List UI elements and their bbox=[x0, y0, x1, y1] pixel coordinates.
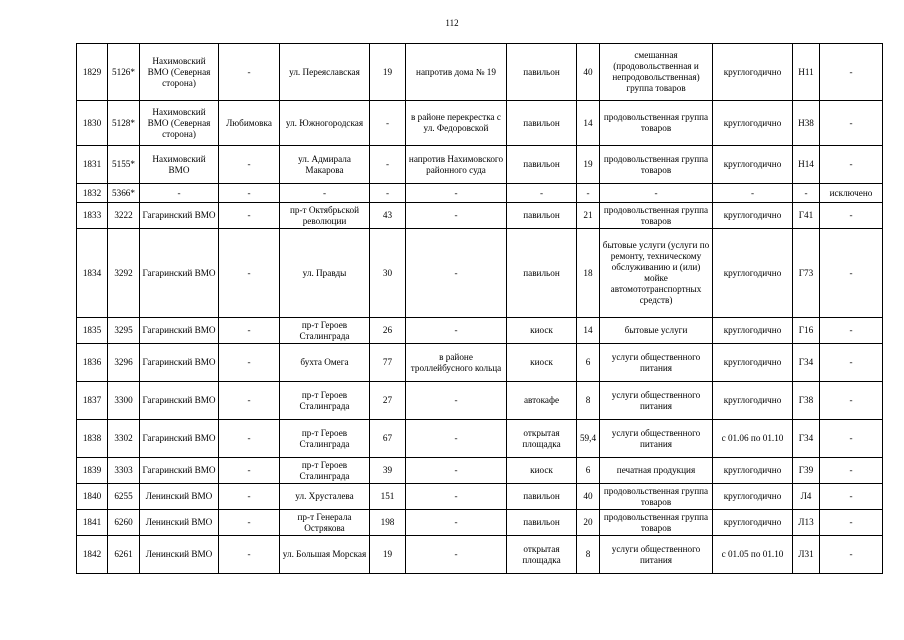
cell-district: Гагаринский ВМО bbox=[140, 420, 219, 458]
cell-code: 3296 bbox=[108, 344, 140, 382]
cell-period: круглогодично bbox=[713, 510, 793, 536]
cell-type: павильон bbox=[507, 44, 577, 101]
cell-type: киоск bbox=[507, 458, 577, 484]
cell-locality: - bbox=[219, 420, 280, 458]
cell-street: бухта Омега bbox=[280, 344, 370, 382]
cell-scheme: Л4 bbox=[793, 484, 820, 510]
cell-period: круглогодично bbox=[713, 203, 793, 229]
cell-district: Ленинский ВМО bbox=[140, 484, 219, 510]
cell-landmark: - bbox=[406, 203, 507, 229]
cell-type: павильон bbox=[507, 146, 577, 184]
cell-locality: - bbox=[219, 484, 280, 510]
cell-locality: Любимовка bbox=[219, 101, 280, 146]
cell-no: 1830 bbox=[77, 101, 108, 146]
cell-code: 3222 bbox=[108, 203, 140, 229]
cell-locality: - bbox=[219, 510, 280, 536]
cell-specialization: услуги общественного питания bbox=[600, 420, 713, 458]
cell-district: Гагаринский ВМО bbox=[140, 382, 219, 420]
cell-note: - bbox=[820, 420, 883, 458]
cell-code: 5126* bbox=[108, 44, 140, 101]
cell-district: Гагаринский ВМО bbox=[140, 458, 219, 484]
cell-street: - bbox=[280, 184, 370, 203]
cell-no: 1834 bbox=[77, 229, 108, 318]
cell-locality: - bbox=[219, 203, 280, 229]
cell-landmark: - bbox=[406, 382, 507, 420]
cell-specialization: - bbox=[600, 184, 713, 203]
cell-street: пр-т Героев Сталинграда bbox=[280, 318, 370, 344]
cell-locality: - bbox=[219, 146, 280, 184]
cell-type: павильон bbox=[507, 203, 577, 229]
cell-scheme: Г16 bbox=[793, 318, 820, 344]
cell-no: 1833 bbox=[77, 203, 108, 229]
table-body bbox=[77, 44, 883, 574]
cell-type: павильон bbox=[507, 229, 577, 318]
cell-type: павильон bbox=[507, 510, 577, 536]
table-row bbox=[77, 146, 883, 184]
cell-district: Нахимовский ВМО (Северная сторона) bbox=[140, 101, 219, 146]
cell-district: - bbox=[140, 184, 219, 203]
cell-area: 18 bbox=[577, 229, 600, 318]
cell-specialization: услуги общественного питания bbox=[600, 344, 713, 382]
cell-note: исключено bbox=[820, 184, 883, 203]
cell-note: - bbox=[820, 344, 883, 382]
cell-street: пр-т Октябрьской революции bbox=[280, 203, 370, 229]
cell-locality: - bbox=[219, 382, 280, 420]
cell-house: 19 bbox=[370, 536, 406, 574]
cell-no: 1831 bbox=[77, 146, 108, 184]
cell-locality: - bbox=[219, 184, 280, 203]
cell-specialization: продовольственная группа товаров bbox=[600, 484, 713, 510]
cell-period: круглогодично bbox=[713, 229, 793, 318]
cell-landmark: - bbox=[406, 229, 507, 318]
cell-area: 40 bbox=[577, 44, 600, 101]
cell-landmark: - bbox=[406, 184, 507, 203]
cell-code: 6261 bbox=[108, 536, 140, 574]
cell-scheme: - bbox=[793, 184, 820, 203]
table-row bbox=[77, 44, 883, 101]
cell-specialization: продовольственная группа товаров bbox=[600, 203, 713, 229]
cell-locality: - bbox=[219, 229, 280, 318]
table-row bbox=[77, 184, 883, 203]
cell-note: - bbox=[820, 203, 883, 229]
cell-locality: - bbox=[219, 318, 280, 344]
cell-no: 1836 bbox=[77, 344, 108, 382]
cell-house: 39 bbox=[370, 458, 406, 484]
cell-specialization: услуги общественного питания bbox=[600, 382, 713, 420]
cell-area: 19 bbox=[577, 146, 600, 184]
cell-period: круглогодично bbox=[713, 146, 793, 184]
cell-period: круглогодично bbox=[713, 484, 793, 510]
cell-district: Гагаринский ВМО bbox=[140, 344, 219, 382]
cell-house: 30 bbox=[370, 229, 406, 318]
cell-house: 27 bbox=[370, 382, 406, 420]
cell-period: с 01.05 по 01.10 bbox=[713, 536, 793, 574]
cell-area: 21 bbox=[577, 203, 600, 229]
cell-scheme: Л13 bbox=[793, 510, 820, 536]
cell-area: 14 bbox=[577, 318, 600, 344]
cell-specialization: продовольственная группа товаров bbox=[600, 101, 713, 146]
cell-specialization: бытовые услуги (услуги по ремонту, техническому обслуживанию и (или) мойке автомототранспортных средств) bbox=[600, 229, 713, 318]
cell-code: 3292 bbox=[108, 229, 140, 318]
table-row bbox=[77, 510, 883, 536]
cell-scheme: Г34 bbox=[793, 420, 820, 458]
cell-specialization: бытовые услуги bbox=[600, 318, 713, 344]
cell-no: 1829 bbox=[77, 44, 108, 101]
cell-area: 59,4 bbox=[577, 420, 600, 458]
table-row bbox=[77, 458, 883, 484]
cell-street: ул. Большая Морская bbox=[280, 536, 370, 574]
cell-landmark: - bbox=[406, 536, 507, 574]
table-row bbox=[77, 536, 883, 574]
cell-locality: - bbox=[219, 344, 280, 382]
cell-note: - bbox=[820, 44, 883, 101]
cell-note: - bbox=[820, 318, 883, 344]
cell-district: Ленинский ВМО bbox=[140, 536, 219, 574]
cell-house: 19 bbox=[370, 44, 406, 101]
cell-code: 5128* bbox=[108, 101, 140, 146]
cell-house: - bbox=[370, 101, 406, 146]
registry-table bbox=[76, 43, 883, 574]
cell-code: 6260 bbox=[108, 510, 140, 536]
cell-landmark: напротив Нахимовского районного суда bbox=[406, 146, 507, 184]
cell-locality: - bbox=[219, 536, 280, 574]
cell-landmark: напротив дома № 19 bbox=[406, 44, 507, 101]
table-row bbox=[77, 484, 883, 510]
cell-no: 1841 bbox=[77, 510, 108, 536]
cell-area: 40 bbox=[577, 484, 600, 510]
cell-note: - bbox=[820, 510, 883, 536]
cell-district: Ленинский ВМО bbox=[140, 510, 219, 536]
cell-code: 3295 bbox=[108, 318, 140, 344]
cell-no: 1838 bbox=[77, 420, 108, 458]
cell-no: 1840 bbox=[77, 484, 108, 510]
cell-scheme: Н11 bbox=[793, 44, 820, 101]
cell-type: открытая площадка bbox=[507, 536, 577, 574]
cell-landmark: - bbox=[406, 420, 507, 458]
table-row bbox=[77, 229, 883, 318]
cell-type: киоск bbox=[507, 344, 577, 382]
cell-note: - bbox=[820, 536, 883, 574]
cell-specialization: смешанная (продовольственная и непродовольственная) группа товаров bbox=[600, 44, 713, 101]
cell-scheme: Л31 bbox=[793, 536, 820, 574]
cell-period: круглогодично bbox=[713, 344, 793, 382]
cell-code: 5155* bbox=[108, 146, 140, 184]
cell-house: 43 bbox=[370, 203, 406, 229]
cell-area: - bbox=[577, 184, 600, 203]
table-row bbox=[77, 203, 883, 229]
table-row bbox=[77, 344, 883, 382]
cell-landmark: - bbox=[406, 484, 507, 510]
cell-area: 6 bbox=[577, 344, 600, 382]
cell-area: 6 bbox=[577, 458, 600, 484]
cell-area: 8 bbox=[577, 536, 600, 574]
cell-note: - bbox=[820, 229, 883, 318]
cell-scheme: Г73 bbox=[793, 229, 820, 318]
cell-scheme: Г41 bbox=[793, 203, 820, 229]
cell-street: пр-т Героев Сталинграда bbox=[280, 420, 370, 458]
cell-no: 1842 bbox=[77, 536, 108, 574]
cell-scheme: Н38 bbox=[793, 101, 820, 146]
cell-type: павильон bbox=[507, 101, 577, 146]
cell-period: круглогодично bbox=[713, 318, 793, 344]
cell-note: - bbox=[820, 458, 883, 484]
cell-note: - bbox=[820, 146, 883, 184]
cell-street: ул. Правды bbox=[280, 229, 370, 318]
cell-area: 8 bbox=[577, 382, 600, 420]
cell-scheme: Г38 bbox=[793, 382, 820, 420]
cell-house: 26 bbox=[370, 318, 406, 344]
cell-no: 1837 bbox=[77, 382, 108, 420]
cell-specialization: услуги общественного питания bbox=[600, 536, 713, 574]
cell-scheme: Н14 bbox=[793, 146, 820, 184]
cell-scheme: Г39 bbox=[793, 458, 820, 484]
cell-scheme: Г34 bbox=[793, 344, 820, 382]
cell-landmark: - bbox=[406, 458, 507, 484]
cell-district: Гагаринский ВМО bbox=[140, 229, 219, 318]
cell-street: пр-т Героев Сталинграда bbox=[280, 458, 370, 484]
cell-house: 67 bbox=[370, 420, 406, 458]
cell-note: - bbox=[820, 382, 883, 420]
cell-period: - bbox=[713, 184, 793, 203]
cell-no: 1832 bbox=[77, 184, 108, 203]
cell-district: Гагаринский ВМО bbox=[140, 203, 219, 229]
cell-street: ул. Хрусталева bbox=[280, 484, 370, 510]
cell-street: ул. Южногородская bbox=[280, 101, 370, 146]
cell-street: пр-т Героев Сталинграда bbox=[280, 382, 370, 420]
cell-house: - bbox=[370, 184, 406, 203]
cell-code: 3302 bbox=[108, 420, 140, 458]
cell-street: ул. Переяславская bbox=[280, 44, 370, 101]
cell-note: - bbox=[820, 484, 883, 510]
cell-code: 5366* bbox=[108, 184, 140, 203]
cell-no: 1835 bbox=[77, 318, 108, 344]
table-row bbox=[77, 318, 883, 344]
cell-code: 3300 bbox=[108, 382, 140, 420]
cell-no: 1839 bbox=[77, 458, 108, 484]
cell-code: 3303 bbox=[108, 458, 140, 484]
cell-period: круглогодично bbox=[713, 382, 793, 420]
cell-type: открытая площадка bbox=[507, 420, 577, 458]
cell-street: пр-т Генерала Острякова bbox=[280, 510, 370, 536]
cell-street: ул. Адмирала Макарова bbox=[280, 146, 370, 184]
cell-house: 198 bbox=[370, 510, 406, 536]
cell-type: киоск bbox=[507, 318, 577, 344]
cell-district: Нахимовский ВМО (Северная сторона) bbox=[140, 44, 219, 101]
cell-landmark: в районе перекрестка с ул. Федоровской bbox=[406, 101, 507, 146]
cell-type: автокафе bbox=[507, 382, 577, 420]
cell-house: 77 bbox=[370, 344, 406, 382]
cell-period: круглогодично bbox=[713, 458, 793, 484]
cell-period: с 01.06 по 01.10 bbox=[713, 420, 793, 458]
cell-landmark: - bbox=[406, 510, 507, 536]
cell-landmark: в районе троллейбусного кольца bbox=[406, 344, 507, 382]
cell-specialization: печатная продукция bbox=[600, 458, 713, 484]
table-row bbox=[77, 420, 883, 458]
cell-locality: - bbox=[219, 458, 280, 484]
cell-code: 6255 bbox=[108, 484, 140, 510]
cell-specialization: продовольственная группа товаров bbox=[600, 146, 713, 184]
cell-house: - bbox=[370, 146, 406, 184]
cell-specialization: продовольственная группа товаров bbox=[600, 510, 713, 536]
cell-type: - bbox=[507, 184, 577, 203]
cell-area: 14 bbox=[577, 101, 600, 146]
cell-area: 20 bbox=[577, 510, 600, 536]
page-number: 112 bbox=[445, 18, 459, 28]
cell-locality: - bbox=[219, 44, 280, 101]
table-row bbox=[77, 382, 883, 420]
cell-type: павильон bbox=[507, 484, 577, 510]
table-row bbox=[77, 101, 883, 146]
cell-district: Нахимовский ВМО bbox=[140, 146, 219, 184]
cell-house: 151 bbox=[370, 484, 406, 510]
cell-period: круглогодично bbox=[713, 44, 793, 101]
cell-period: круглогодично bbox=[713, 101, 793, 146]
cell-note: - bbox=[820, 101, 883, 146]
cell-district: Гагаринский ВМО bbox=[140, 318, 219, 344]
cell-landmark: - bbox=[406, 318, 507, 344]
